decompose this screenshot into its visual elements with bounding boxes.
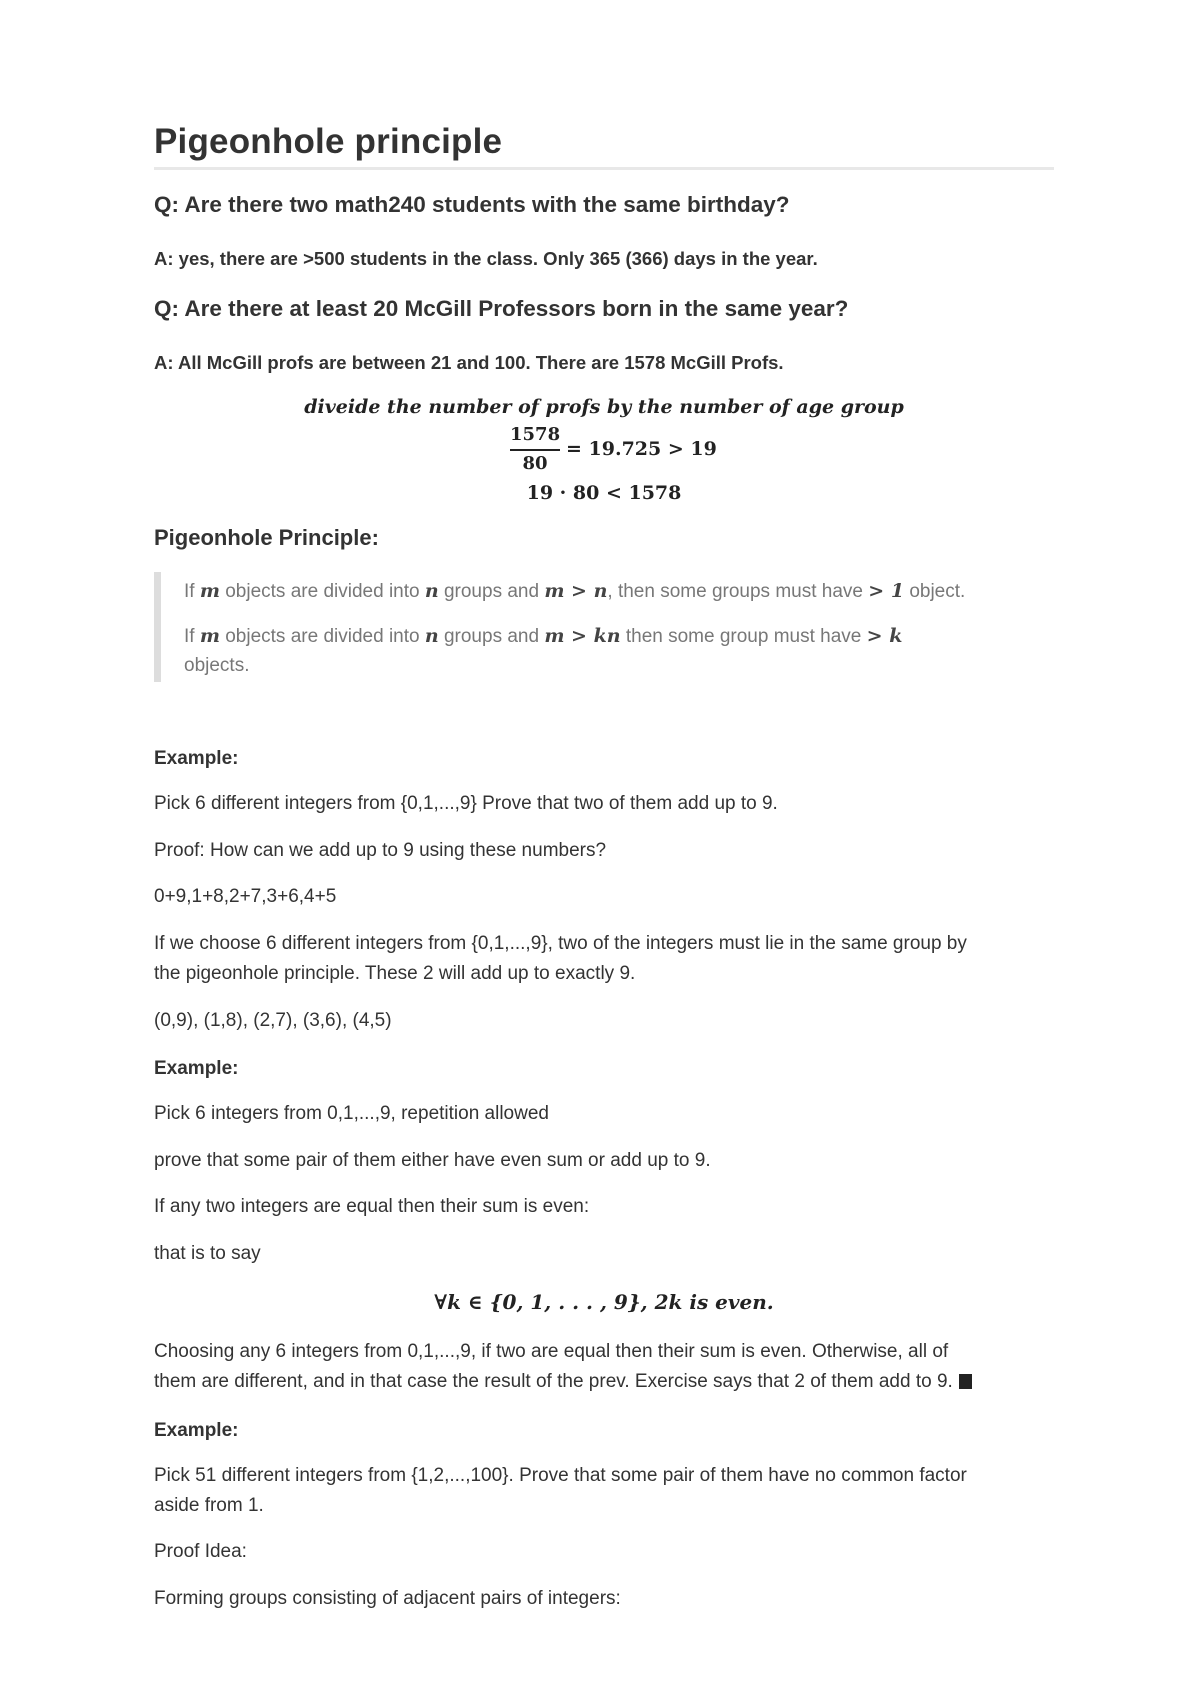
example-2-conclusion-line-1: Choosing any 6 integers from 0,1,...,9, if two are equal then their sum is even. Otherwise, all of bbox=[154, 1341, 949, 1362]
example-2-goal: prove that some pair of them either have even sum or add up to 9. bbox=[154, 1150, 711, 1171]
example-2-heading: Example: bbox=[154, 1058, 239, 1079]
principle-blockquote bbox=[154, 572, 1054, 682]
fraction-result: = 19.725 > 19 bbox=[566, 438, 717, 460]
answer-2: A: All McGill profs are between 21 and 100. There are 1578 McGill Profs. bbox=[154, 352, 784, 373]
math-fraction-block bbox=[510, 424, 730, 476]
principle-heading: Pigeonhole Principle: bbox=[154, 525, 379, 550]
math-division-text: diveide the number of profs by the number of age group bbox=[304, 396, 904, 418]
example-1-proof-question: Proof: How can we add up to 9 using these numbers? bbox=[154, 840, 607, 861]
example-2-transition: that is to say bbox=[154, 1243, 261, 1264]
fraction-denominator: 80 bbox=[522, 453, 548, 474]
page-title: Pigeonhole principle bbox=[154, 122, 503, 161]
math-inequality: 19 · 80 < 1578 bbox=[526, 482, 682, 504]
principle-line-1: If m objects are divided into n groups and m > n, then some groups must have > 1 object. bbox=[184, 580, 966, 602]
answer-1: A: yes, there are >500 students in the class. Only 365 (366) days in the year. bbox=[154, 248, 818, 269]
example-1-sums: 0+9,1+8,2+7,3+6,4+5 bbox=[154, 886, 337, 907]
principle-line-2: If m objects are divided into n groups and m > kn then some group must have > k bbox=[184, 625, 903, 647]
example-3-statement-line-2: aside from 1. bbox=[154, 1495, 264, 1516]
fraction-bar bbox=[510, 449, 560, 451]
qed-square-icon bbox=[959, 1374, 972, 1389]
example-2-observation: If any two integers are equal then their sum is even: bbox=[154, 1196, 590, 1217]
fraction-numerator: 1578 bbox=[510, 424, 561, 445]
example-1-heading: Example: bbox=[154, 748, 239, 769]
example-3-proof-idea: Proof Idea: bbox=[154, 1541, 247, 1562]
example-1-pairs: (0,9), (1,8), (2,7), (3,6), (4,5) bbox=[154, 1010, 392, 1031]
example-3-statement-line-1: Pick 51 different integers from {1,2,...,100}. Prove that some pair of them have no common factor bbox=[154, 1465, 967, 1486]
example-2-conclusion-line-2: them are different, and in that case the result of the prev. Exercise says that 2 of them add to 9. bbox=[154, 1367, 972, 1397]
example-2-math: ∀k ∈ {0, 1, . . . , 9}, 2k is even. bbox=[434, 1290, 774, 1314]
title-divider bbox=[154, 167, 1054, 170]
example-3-heading: Example: bbox=[154, 1420, 239, 1441]
blockquote-bar bbox=[154, 572, 161, 682]
example-1-argument-line-2: the pigeonhole principle. These 2 will add up to exactly 9. bbox=[154, 963, 636, 984]
principle-line-2-cont: objects. bbox=[184, 655, 250, 676]
question-1: Q: Are there two math240 students with the same birthday? bbox=[154, 192, 790, 217]
example-2-statement: Pick 6 integers from 0,1,...,9, repetition allowed bbox=[154, 1103, 549, 1124]
example-1-statement: Pick 6 different integers from {0,1,...,9} Prove that two of them add up to 9. bbox=[154, 793, 778, 814]
example-1-argument-line-1: If we choose 6 different integers from {0,1,...,9}, two of the integers must lie in the same group by bbox=[154, 933, 967, 954]
question-2: Q: Are there at least 20 McGill Professors born in the same year? bbox=[154, 296, 849, 321]
example-3-grouping: Forming groups consisting of adjacent pairs of integers: bbox=[154, 1588, 621, 1609]
